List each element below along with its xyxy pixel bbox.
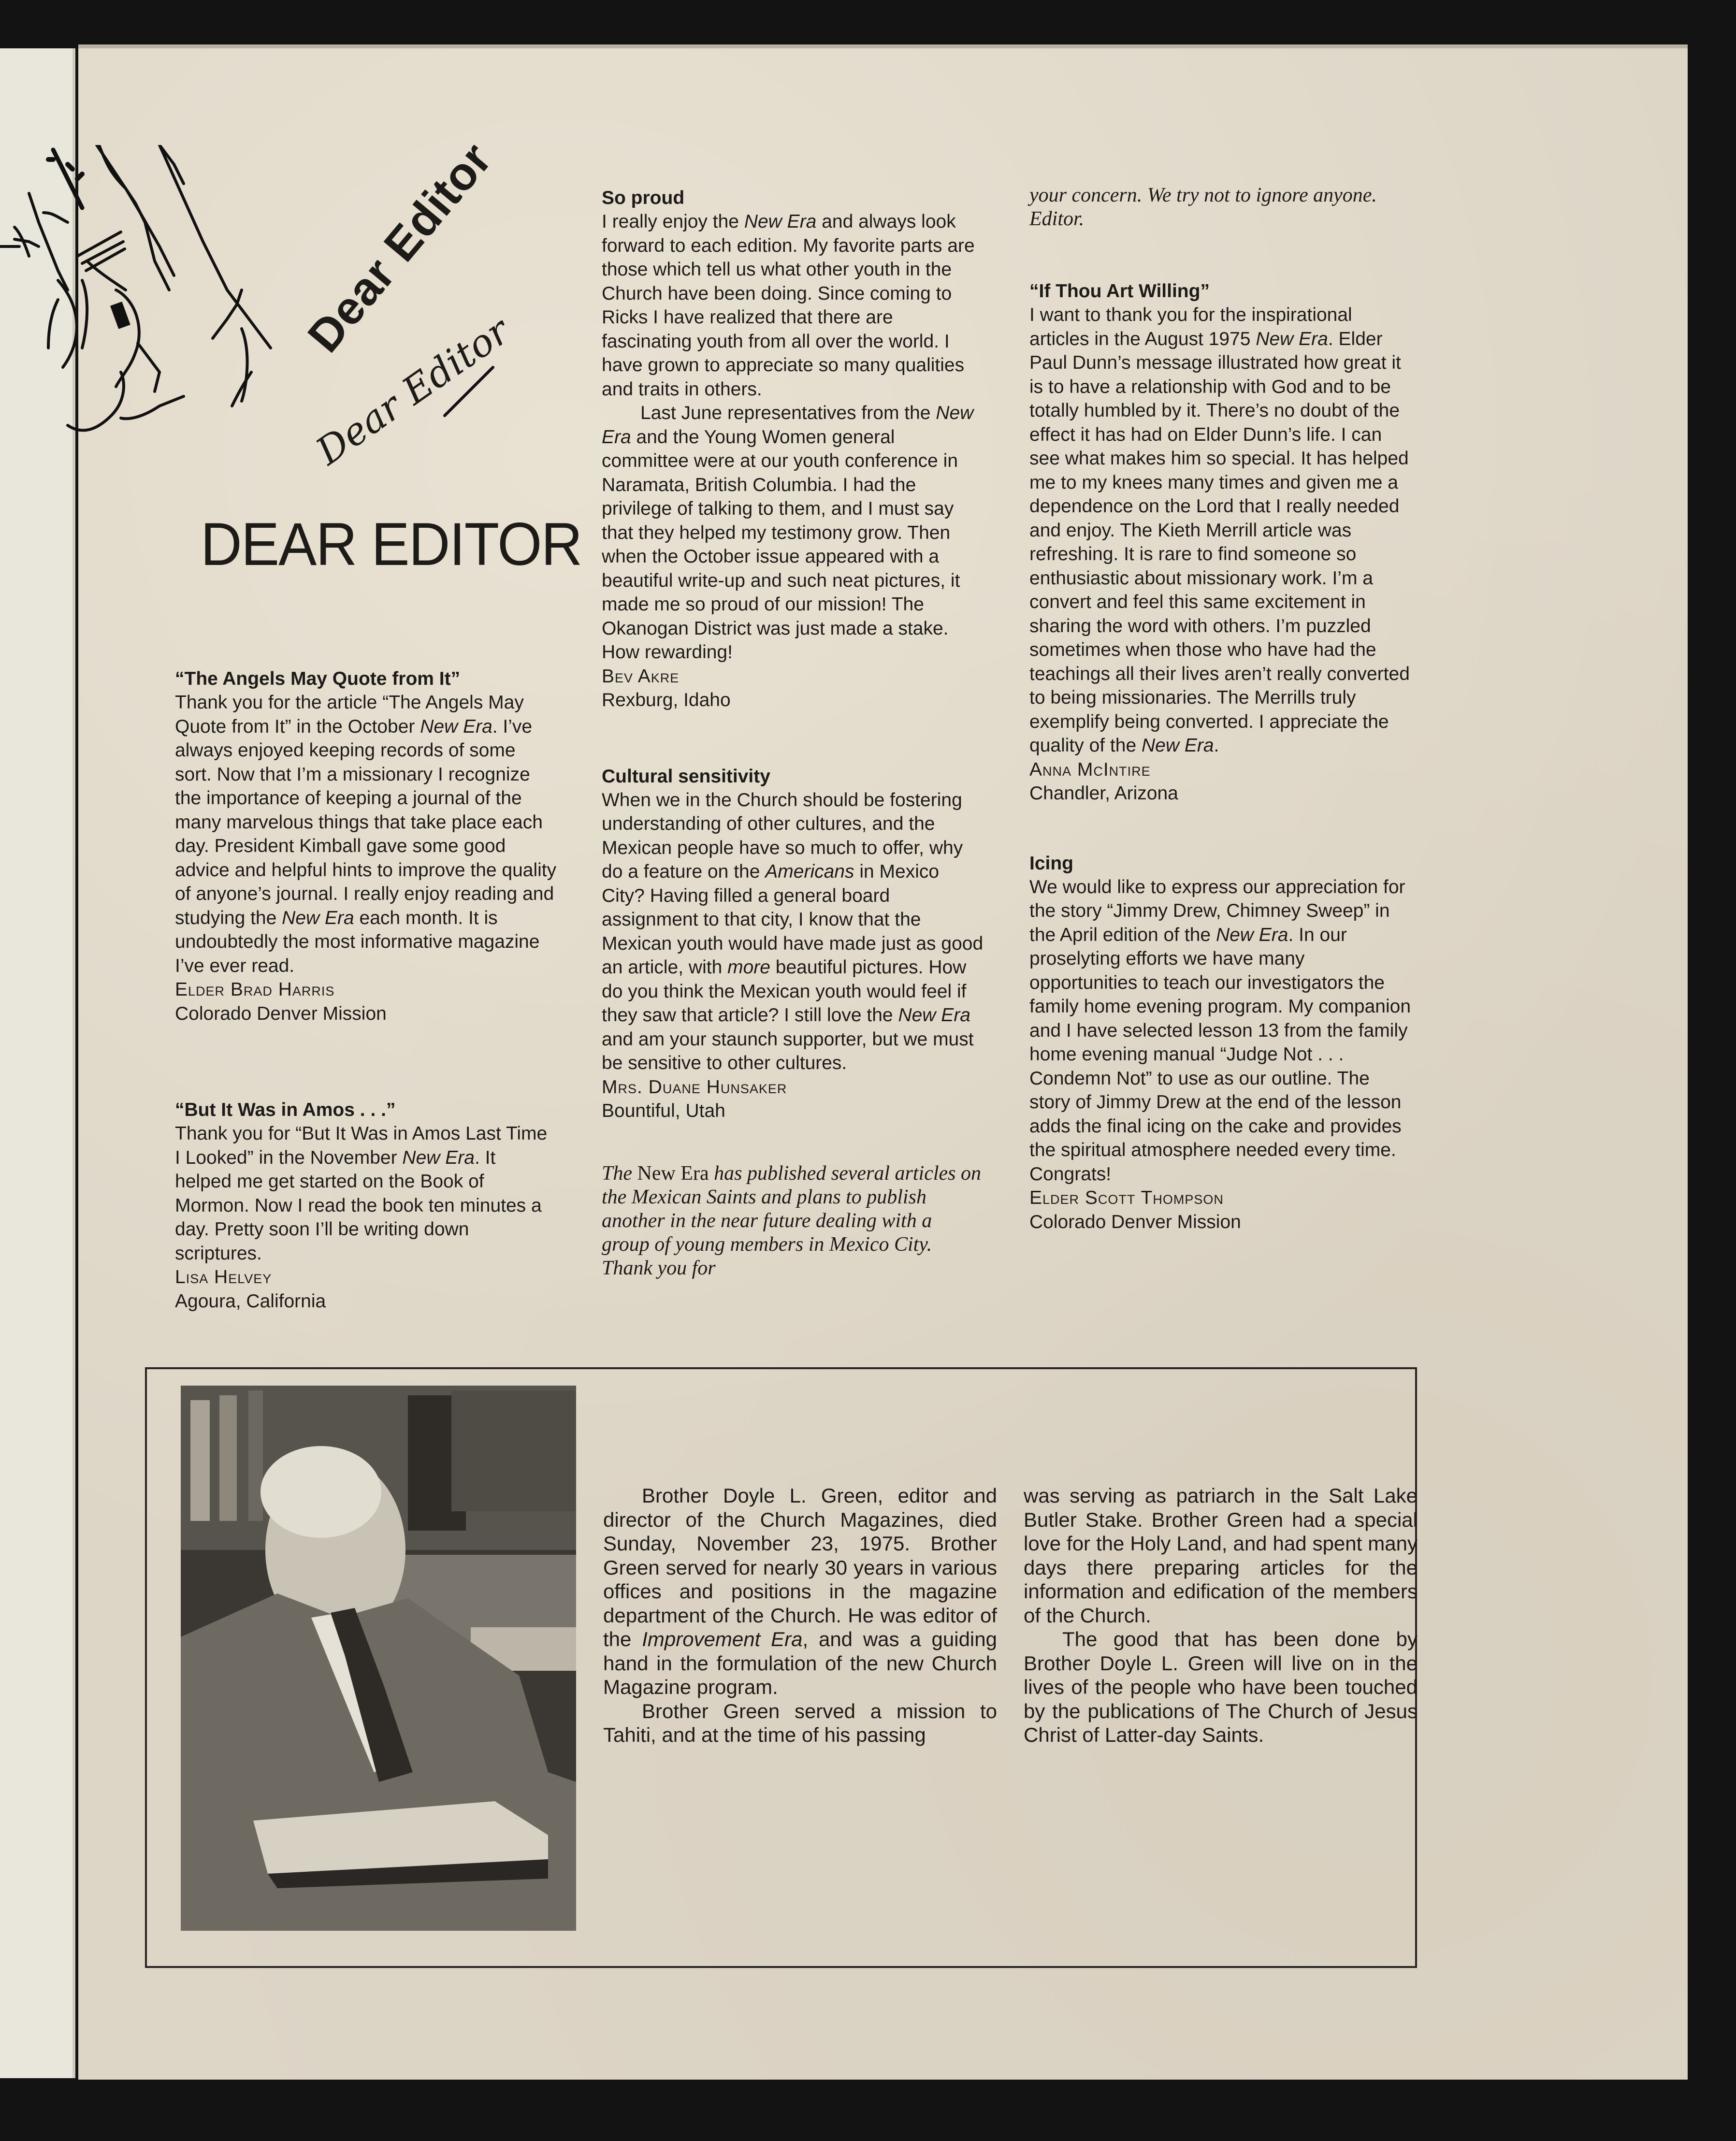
- letter-paragraph: We would like to express our appreciation for the story “Jimmy Drew, Chimney Sweep” in the April edition of the New Era. In our proselyting efforts we have many opportunities to teach our investigators the family home evening program. My companion and I have selected lesson 13 from the family home evening manual “Judge Not . . . Condemn Not” to use as our outline. The story of Jimmy Drew at the end of the lesson adds the final icing on the cake and provides the spiritual atmosphere needed every time. Congrats!: [1029, 876, 1411, 1185]
- letter-signature: Elder Scott Thompson: [1029, 1187, 1224, 1208]
- letter-heading: Cultural sensitivity: [602, 766, 770, 787]
- letter-paragraph: Last June representatives from the New Era and the Young Women general committee were at our youth conference in Naramata, British Columbia. I had the privilege of talking to them, and I must say that they helped my testimony grow. Then when the October issue appeared with a beautiful write-up and such neat pictures, it made me so proud of our mission! The Okanogan District was just made a stake. How rewarding!: [602, 403, 974, 663]
- header-title-script: Dear Editor: [308, 309, 518, 474]
- italic-title: New Era: [420, 716, 492, 737]
- letter-signature: Anna McIntire: [1029, 759, 1151, 780]
- column-3: [1029, 184, 1411, 1234]
- letter: [175, 667, 557, 1026]
- letter-heading: “But It Was in Amos . . .”: [175, 1099, 396, 1120]
- italic-title: Improvement Era: [642, 1628, 803, 1650]
- memorial-paragraph: was serving as patriarch in the Salt Lake Butler Stake. Brother Green had a special love for the Holy Land, and had spent many days there preparing articles for the information and edification of the members of the Church.: [1024, 1484, 1418, 1627]
- roman-title: New Era: [637, 1162, 709, 1185]
- letter-signature: Bev Akre: [602, 665, 680, 687]
- letter-location: Bountiful, Utah: [602, 1100, 725, 1121]
- memorial-paragraph: Brother Doyle L. Green, editor and director of the Church Magazines, died Sunday, November 23, 1975. Brother Green served for nearly 30 years in various offices and positions in the magazine department of the Church. He was editor of the Improvement Era, and was a guiding hand in the formulation of the new Church Magazine program.: [603, 1484, 997, 1698]
- memorial-column-1: [603, 1484, 997, 1747]
- italic-title: New Era: [602, 403, 974, 448]
- italic-title: New Era: [1141, 735, 1214, 756]
- letter-paragraph: I want to thank you for the inspirational articles in the August 1975 New Era. Elder Paul Dunn’s message illustrated how great it is to have a relationship with God and to be totally humbled by it. There’s no doubt of the effect it has had on Elder Dunn’s life. I can see what makes him so special. It has helped me to my knees many times and given me a dependence on the Lord that I really needed and enjoy. The Kieth Merrill article was refreshing. It is rare to find someone so enthusiastic about missionary work. I’m a convert and feel this same excitement in sharing the word with others. I’m puzzled sometimes when those who have had the teachings all their lives aren’t really converted to being missionaries. The Merrills truly exemplify being converted. I appreciate the quality of the New Era.: [1029, 304, 1410, 756]
- letter: [602, 186, 984, 712]
- letter-paragraph: I really enjoy the New Era and always look forward to each edition. My favorite parts are those which tell us what other youth in the Church have been doing. Since coming to Ricks I have realized that there are fascinating youth from all over the world. I have grown to appreciate so many qualities and traits in others.: [602, 211, 975, 400]
- column-1: [175, 667, 557, 1313]
- letter-location: Rexburg, Idaho: [602, 690, 731, 710]
- header-title-rotated: Dear Editor: [298, 133, 502, 362]
- editor-note: The New Era has published several articles on the Mexican Saints and plans to publish another in the near future dealing with a group of young members in Mexico City. Thank you for: [602, 1162, 982, 1279]
- letter-heading: Icing: [1029, 853, 1074, 874]
- letter: [1029, 852, 1411, 1234]
- letter-location: Colorado Denver Mission: [1029, 1211, 1241, 1232]
- letter: [602, 765, 984, 1123]
- letter-heading: “The Angels May Quote from It”: [175, 668, 461, 689]
- letter-location: Chandler, Arizona: [1029, 783, 1178, 804]
- italic-title: Americans: [765, 861, 854, 882]
- letter-heading: So proud: [602, 188, 685, 208]
- letter-paragraph: When we in the Church should be fostering understanding of other cultures, and the Mexican people have so much to offer, why do a feature on the Americans in Mexico City? Having filled a general board assignment to that city, I know that the Mexican youth would have made just as good an article, with more beautiful pictures. How do you think the Mexican youth would feel if they saw that article? I still love the New Era and am your staunch supporter, but we must be sensitive to other cultures.: [602, 789, 984, 1073]
- letter-signature: Lisa Helvey: [175, 1267, 272, 1287]
- letter-location: Agoura, California: [175, 1290, 326, 1312]
- letter-location: Colorado Denver Mission: [175, 1003, 387, 1024]
- letter: [1029, 279, 1411, 806]
- letter-paragraph: Thank you for “But It Was in Amos Last Time I Looked” in the November New Era. It helped me get started on the Book of Mormon. Now I read the book ten minutes a day. Pretty soon I’ll be writing down scriptures.: [175, 1123, 548, 1264]
- memorial-paragraph: Brother Green served a mission to Tahiti, and at the time of his passing: [603, 1699, 997, 1746]
- italic-title: New Era: [1215, 924, 1288, 945]
- editor-note-continued: your concern. We try not to ignore anyone. Editor.: [1029, 184, 1377, 230]
- page-title: DEAR EDITOR: [201, 511, 582, 578]
- italic-title: New Era: [744, 211, 817, 232]
- italic-title: more: [727, 957, 770, 978]
- letter: [175, 1098, 557, 1313]
- letter-signature: Elder Brad Harris: [175, 979, 335, 1000]
- memorial-paragraph: The good that has been done by Brother Doyle L. Green will live on in the lives of the people who have been touched by the publications of The Church of Jesus Christ of Latter-day Saints.: [1024, 1628, 1418, 1746]
- column-2: [602, 186, 984, 1280]
- portrait-photo: [181, 1386, 576, 1931]
- memorial-column-2: [1024, 1484, 1418, 1747]
- letter-paragraph: Thank you for the article “The Angels May Quote from It” in the October New Era. I’ve always enjoyed keeping records of some sort. Now that I’m a missionary I recognize the importance of keeping a journal of the many marvelous things that take place each day. President Kimball gave some good advice and helpful hints to improve the quality of anyone’s journal. I really enjoy reading and studying the New Era each month. It is undoubtedly the most informative magazine I’ve ever read.: [175, 692, 557, 976]
- italic-title: New Era: [898, 1005, 970, 1026]
- letter-signature: Mrs. Duane Hunsaker: [602, 1076, 787, 1098]
- italic-title: New Era: [1256, 328, 1328, 349]
- letter-heading: “If Thou Art Willing”: [1029, 281, 1210, 302]
- italic-title: New Era: [282, 907, 354, 928]
- italic-title: New Era: [402, 1147, 475, 1168]
